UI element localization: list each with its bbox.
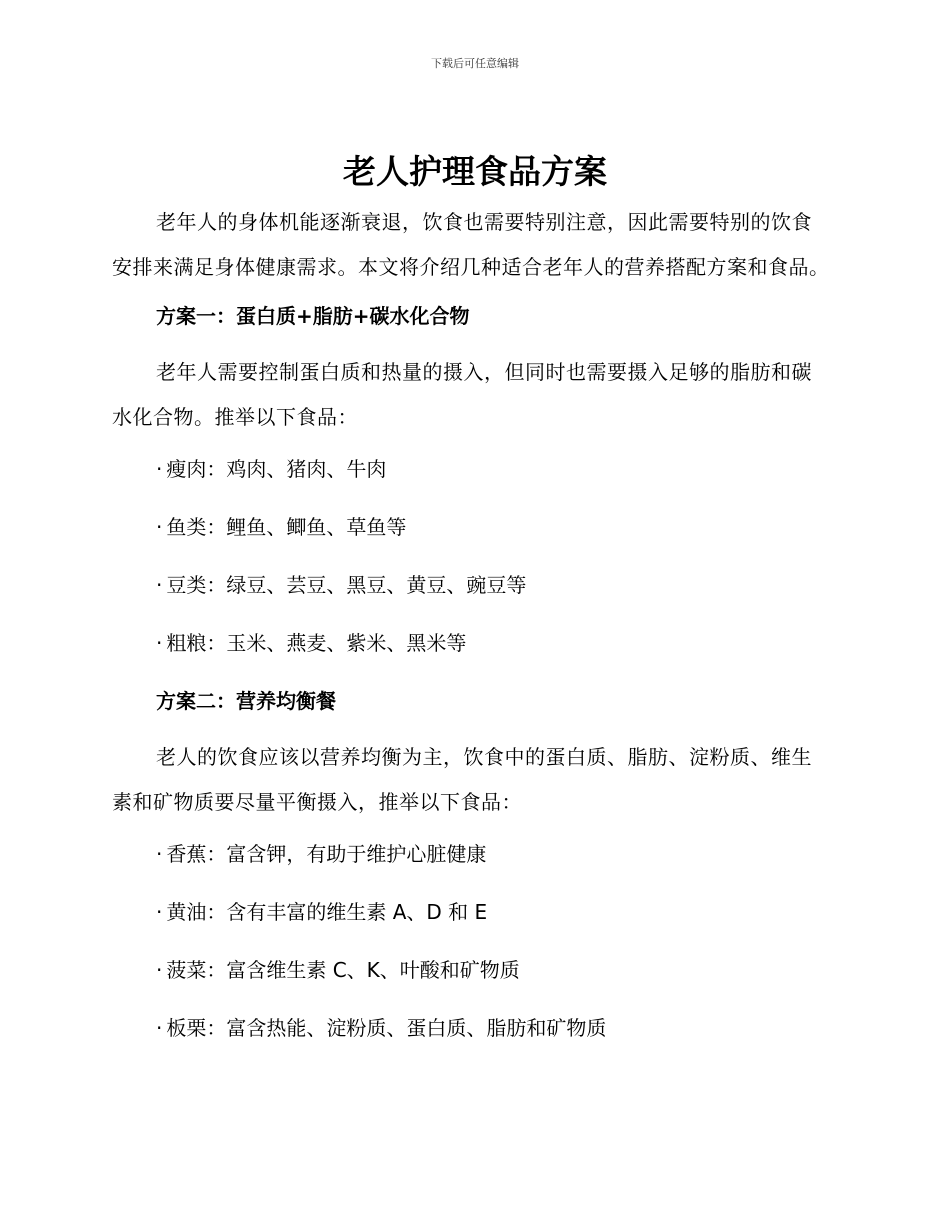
bullet-icon: · xyxy=(156,573,163,597)
bullet-icon: · xyxy=(156,1016,163,1040)
list-item xyxy=(112,453,832,485)
page-header-note: 下载后可任意编辑 xyxy=(431,57,519,70)
plan1-heading: 方案一：蛋白质+脂肪+碳水化合物 xyxy=(156,304,470,328)
intro-paragraph: 老年人的身体机能逐渐衰退，饮食也需要特别注意，因此需要特别的饮食安排来满足身体健康需求。本文将介绍几种适合老年人的营养搭配方案和食品。 xyxy=(112,210,830,279)
plan2-item-2: 黄油：含有丰富的维生素 A、D 和 E xyxy=(166,900,488,924)
document-body xyxy=(112,200,832,1044)
bullet-icon: · xyxy=(156,958,163,982)
list-item xyxy=(112,838,832,870)
plan2-item-3: 菠菜：富含维生素 C、K、叶酸和矿物质 xyxy=(166,958,520,982)
plan1-paragraph: 老年人需要控制蛋白质和热量的摄入，但同时也需要摄入足够的脂肪和碳水化合物。推举以下食品： xyxy=(112,360,812,429)
plan1-item-1: 瘦肉：鸡肉、猪肉、牛肉 xyxy=(166,457,387,481)
bullet-icon: · xyxy=(156,900,163,924)
list-item xyxy=(112,627,832,659)
plan2-paragraph: 老人的饮食应该以营养均衡为主，饮食中的蛋白质、脂肪、淀粉质、维生素和矿物质要尽量平衡摄入，推举以下食品： xyxy=(112,745,812,814)
plan2-item-4: 板栗：富含热能、淀粉质、蛋白质、脂肪和矿物质 xyxy=(166,1016,607,1040)
bullet-icon: · xyxy=(156,631,163,655)
list-item xyxy=(112,954,832,986)
bullet-icon: · xyxy=(156,842,163,866)
plan1-item-4: 粗粮：玉米、燕麦、紫米、黑米等 xyxy=(166,631,467,655)
bullet-icon: · xyxy=(156,515,163,539)
plan2-item-1: 香蕉：富含钾，有助于维护心脏健康 xyxy=(166,842,487,866)
list-item xyxy=(112,569,832,601)
list-item xyxy=(112,1012,832,1044)
list-item xyxy=(112,896,832,928)
plan2-heading: 方案二：营养均衡餐 xyxy=(156,689,336,713)
plan1-item-3: 豆类：绿豆、芸豆、黑豆、黄豆、豌豆等 xyxy=(166,573,527,597)
bullet-icon: · xyxy=(156,457,163,481)
plan1-item-2: 鱼类：鲤鱼、鲫鱼、草鱼等 xyxy=(166,515,407,539)
document-title: 老人护理食品方案 xyxy=(343,152,607,191)
list-item xyxy=(112,511,832,543)
